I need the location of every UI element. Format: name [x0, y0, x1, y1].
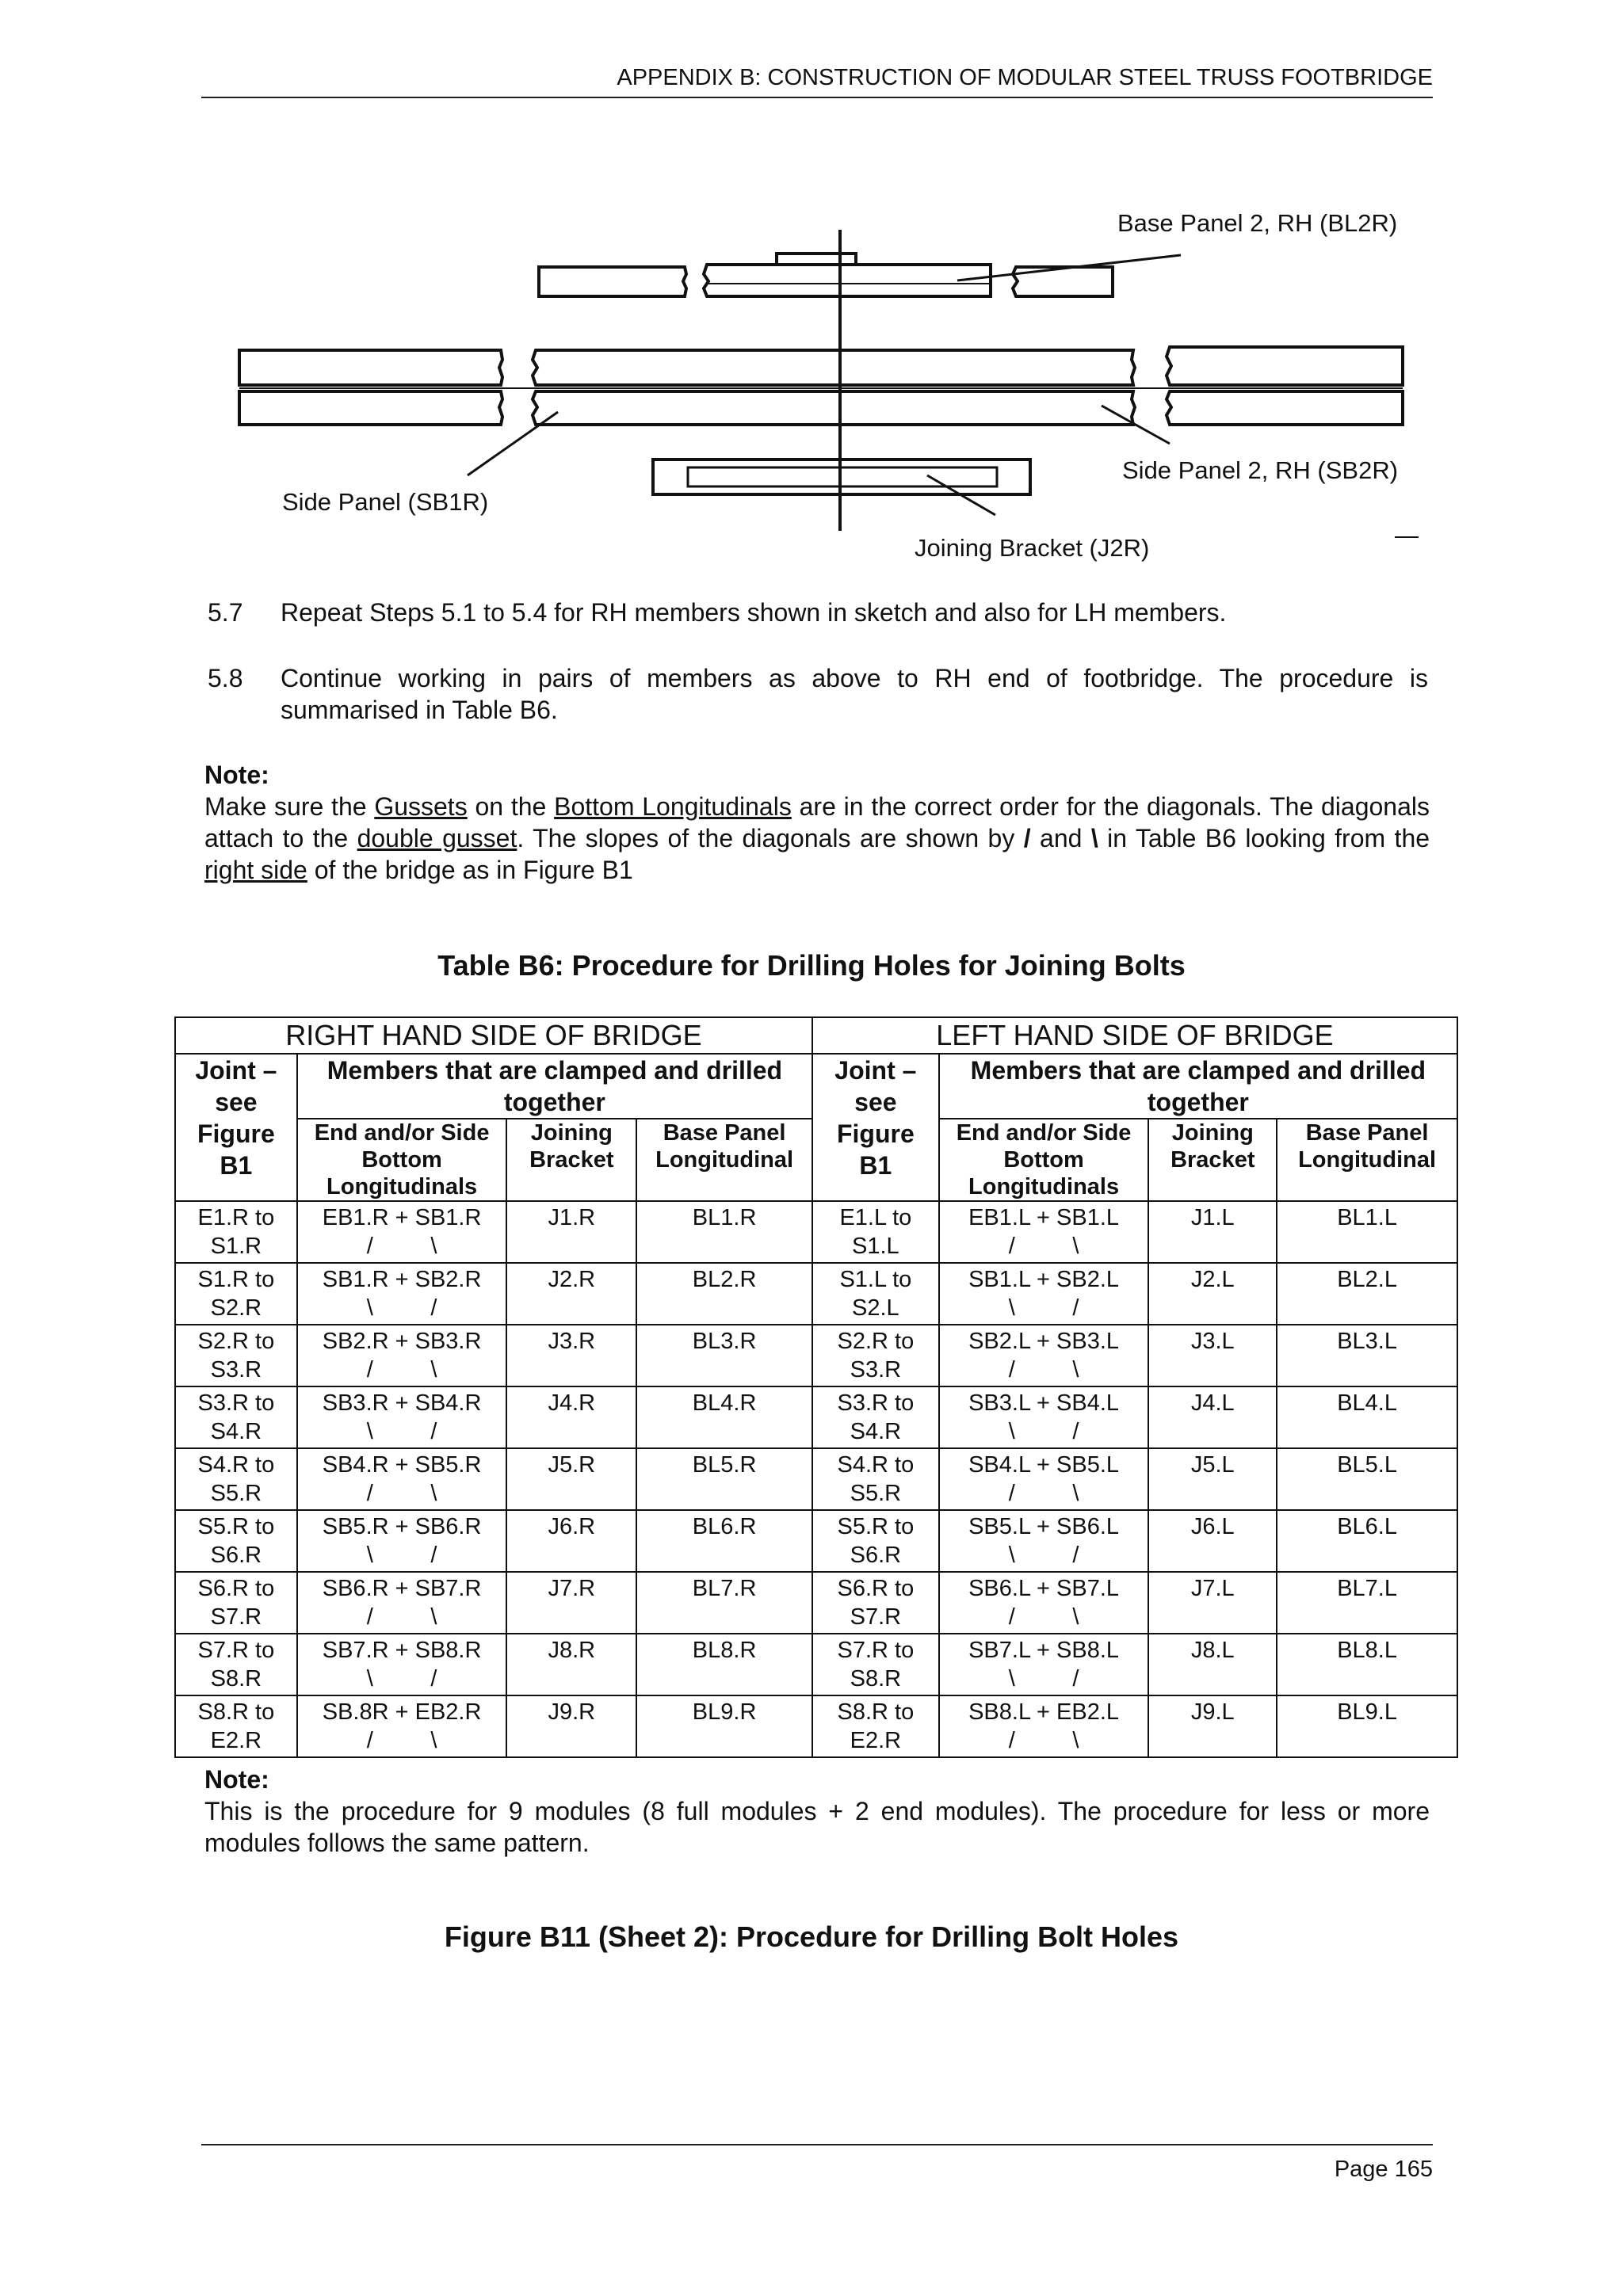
right-bracket-cell: [506, 1572, 636, 1634]
cell-line: E1.R to: [197, 1205, 275, 1230]
cell-line: BL1.L: [1337, 1205, 1397, 1230]
right-bracket-cell: [506, 1325, 636, 1386]
cell-line: BL6.R: [692, 1514, 757, 1539]
cell-line: J1.L: [1190, 1205, 1235, 1230]
left-bracket-cell: [1148, 1695, 1277, 1757]
step-number: 5.7: [208, 598, 243, 627]
cell-line: SB1.R + SB2.R: [322, 1267, 482, 1292]
col-end-header: End and/or Side Bottom Longitudinals: [939, 1119, 1149, 1201]
cell-line: S2.R to: [837, 1329, 915, 1354]
page-header: [201, 59, 1433, 98]
cell-line: S3.R to: [197, 1390, 275, 1416]
left-base-cell: [1277, 1448, 1457, 1510]
cell-line: SB6.L + SB7.L: [968, 1576, 1120, 1601]
cell-line: BL3.R: [692, 1329, 757, 1354]
figure-caption: Figure B11 (Sheet 2): Procedure for Drilling Bolt Holes: [444, 1920, 1179, 1953]
left-members-cell: [939, 1634, 1149, 1695]
cell-line: J8.L: [1190, 1638, 1235, 1663]
assembly-sketch-svg: [222, 198, 1442, 570]
right-base-cell: [636, 1634, 812, 1695]
left-bracket-cell: [1148, 1386, 1277, 1448]
right-members-cell: [297, 1386, 507, 1448]
cell-slope-line: \ /: [1008, 1295, 1079, 1321]
cell-line: SB.8R + EB2.R: [322, 1699, 482, 1725]
cell-line: SB4.L + SB5.L: [968, 1452, 1120, 1478]
members-header: Members that are clamped and drilled together: [939, 1054, 1457, 1119]
cell-line: S7.R to: [837, 1638, 915, 1663]
cell-line: SB7.L + SB8.L: [968, 1638, 1120, 1663]
cell-line: S6.R to: [837, 1576, 915, 1601]
underline-gussets: Gussets: [374, 792, 468, 821]
cell-line: BL4.R: [692, 1390, 757, 1416]
right-base-cell: [636, 1448, 812, 1510]
right-base-cell: [636, 1695, 812, 1757]
cell-slope-line: S8.R: [850, 1666, 902, 1691]
col-bracket-header: Joining Bracket: [506, 1119, 636, 1201]
left-bracket-cell: [1148, 1448, 1277, 1510]
label-side-panel-sb1r: Side Panel (SB1R): [282, 488, 489, 516]
right-hand-side-header: RIGHT HAND SIDE OF BRIDGE: [175, 1017, 812, 1054]
left-joint-cell: [812, 1263, 939, 1325]
cell-line: BL4.L: [1337, 1390, 1397, 1416]
cell-slope-line: S8.R: [210, 1666, 262, 1691]
step-5-7: [208, 597, 1428, 628]
cell-line: SB1.L + SB2.L: [968, 1267, 1120, 1292]
members-header: Members that are clamped and drilled together: [297, 1054, 812, 1119]
cell-line: BL9.R: [692, 1699, 757, 1725]
right-members-cell: [297, 1510, 507, 1572]
underline-double-gusset: double gusset: [357, 824, 517, 852]
underline-right-side: right side: [204, 856, 307, 884]
right-joint-cell: [175, 1634, 297, 1695]
cell-slope-line: \ /: [1008, 1419, 1079, 1444]
left-base-cell: [1277, 1634, 1457, 1695]
cell-line: S7.R to: [197, 1638, 275, 1663]
cell-slope-line: / \: [366, 1604, 437, 1630]
right-base-cell: [636, 1572, 812, 1634]
right-base-cell: [636, 1386, 812, 1448]
left-joint-cell: [812, 1448, 939, 1510]
cell-line: S1.L to: [839, 1267, 912, 1292]
cell-line: SB4.R + SB5.R: [322, 1452, 482, 1478]
cell-line: J1.R: [548, 1205, 596, 1230]
cell-slope-line: S2.L: [852, 1295, 899, 1321]
cell-line: BL7.L: [1337, 1576, 1397, 1601]
cell-slope-line: S3.R: [210, 1357, 262, 1383]
cell-line: SB3.R + SB4.R: [322, 1390, 482, 1416]
cell-slope-line: S4.R: [850, 1419, 902, 1444]
cell-line: SB2.L + SB3.L: [968, 1329, 1120, 1354]
cell-line: J7.L: [1190, 1576, 1235, 1601]
right-joint-cell: [175, 1572, 297, 1634]
side-panel-left-bottom: [239, 391, 502, 425]
cell-slope-line: / \: [366, 1728, 437, 1753]
cell-line: J6.L: [1190, 1514, 1235, 1539]
cell-line: J3.L: [1190, 1329, 1235, 1354]
left-members-cell: [939, 1386, 1149, 1448]
cell-line: BL7.R: [692, 1576, 757, 1601]
side-panel-middle-bottom: [533, 391, 1135, 425]
right-joint-cell: [175, 1695, 297, 1757]
table-group-header-row: [175, 1054, 1457, 1119]
table-row: [175, 1201, 1457, 1263]
right-members-cell: [297, 1448, 507, 1510]
cell-line: S8.R to: [197, 1699, 275, 1725]
cell-line: J2.L: [1190, 1267, 1235, 1292]
left-members-cell: [939, 1325, 1149, 1386]
right-bracket-cell: [506, 1448, 636, 1510]
side-panel-right-bottom: [1167, 391, 1403, 425]
cell-slope-line: / \: [366, 1357, 437, 1383]
left-bracket-cell: [1148, 1572, 1277, 1634]
cell-slope-line: / \: [366, 1234, 437, 1259]
note-body: Make sure the Gussets on the Bottom Longitudinals are in the correct order for the diagonals. The diagonals attach to the double gusset. The slopes of the diagonals are shown by / and \ in Table B6 looking from the right side of the bridge as in Figure B1: [204, 792, 1430, 884]
left-bracket-cell: [1148, 1634, 1277, 1695]
right-members-cell: [297, 1263, 507, 1325]
step-text: Continue working in pairs of members as above to RH end of footbridge. The procedure is summarised in Table B6.: [281, 664, 1428, 724]
left-joint-cell: [812, 1572, 939, 1634]
note-heading: Note:: [204, 1765, 269, 1794]
col-bracket-header: Joining Bracket: [1148, 1119, 1277, 1201]
left-base-cell: [1277, 1572, 1457, 1634]
cell-line: J5.L: [1190, 1452, 1235, 1478]
cell-line: BL8.L: [1337, 1638, 1397, 1663]
right-joint-cell: [175, 1325, 297, 1386]
cell-line: J9.R: [548, 1699, 596, 1725]
left-joint-cell: [812, 1201, 939, 1263]
cell-line: BL1.R: [692, 1205, 757, 1230]
right-members-cell: [297, 1634, 507, 1695]
page-number: Page 165: [1334, 2157, 1433, 2182]
left-base-cell: [1277, 1325, 1457, 1386]
table-b6: [174, 1016, 1458, 1758]
cell-line: SB5.L + SB6.L: [968, 1514, 1120, 1539]
cell-line: J9.L: [1190, 1699, 1235, 1725]
cell-slope-line: \ /: [1008, 1543, 1079, 1568]
table-row: [175, 1386, 1457, 1448]
label-base-panel: Base Panel 2, RH (BL2R): [1117, 209, 1398, 237]
right-members-cell: [297, 1695, 507, 1757]
page-footer: [201, 2144, 1433, 2183]
table-body: [175, 1201, 1457, 1757]
cell-slope-line: S5.R: [850, 1481, 902, 1506]
cell-line: J6.R: [548, 1514, 596, 1539]
cell-slope-line: S7.R: [210, 1604, 262, 1630]
cell-line: SB2.R + SB3.R: [322, 1329, 482, 1354]
cell-slope-line: / \: [366, 1481, 437, 1506]
cell-slope-line: S5.R: [210, 1481, 262, 1506]
side-panel-middle-top: [533, 350, 1135, 385]
right-members-cell: [297, 1325, 507, 1386]
cell-line: SB7.R + SB8.R: [322, 1638, 482, 1663]
cell-line: J7.R: [548, 1576, 596, 1601]
cell-slope-line: S3.R: [850, 1357, 902, 1383]
cell-slope-line: \ /: [366, 1666, 437, 1691]
cell-slope-line: E2.R: [210, 1728, 262, 1753]
cell-line: S1.R to: [197, 1267, 275, 1292]
right-joint-cell: [175, 1263, 297, 1325]
left-bracket-cell: [1148, 1201, 1277, 1263]
left-members-cell: [939, 1695, 1149, 1757]
table-row: [175, 1634, 1457, 1695]
cell-slope-line: \ /: [366, 1295, 437, 1321]
left-members-cell: [939, 1263, 1149, 1325]
left-joint-cell: [812, 1386, 939, 1448]
right-base-cell: [636, 1510, 812, 1572]
left-bracket-cell: [1148, 1263, 1277, 1325]
cell-line: E1.L to: [839, 1205, 912, 1230]
cell-slope-line: S1.R: [210, 1234, 262, 1259]
left-members-cell: [939, 1572, 1149, 1634]
header-title: APPENDIX B: CONSTRUCTION OF MODULAR STEEL TRUSS FOOTBRIDGE: [617, 65, 1433, 90]
left-members-cell: [939, 1448, 1149, 1510]
table-caption: Table B6: Procedure for Drilling Holes for Joining Bolts: [437, 949, 1186, 982]
cell-slope-line: S1.L: [852, 1234, 899, 1259]
cell-line: SB5.R + SB6.R: [322, 1514, 482, 1539]
cell-slope-line: S4.R: [210, 1419, 262, 1444]
table-row: [175, 1448, 1457, 1510]
underline-bottom-longitudinals: Bottom Longitudinals: [554, 792, 792, 821]
right-bracket-cell: [506, 1695, 636, 1757]
right-bracket-cell: [506, 1201, 636, 1263]
left-base-cell: [1277, 1386, 1457, 1448]
joint-header: Joint – see Figure B1: [812, 1054, 939, 1201]
cell-slope-line: \ /: [366, 1419, 437, 1444]
left-base-cell: [1277, 1695, 1457, 1757]
right-members-cell: [297, 1201, 507, 1263]
cell-slope-line: S2.R: [210, 1295, 262, 1321]
cell-line: EB1.R + SB1.R: [322, 1205, 482, 1230]
left-joint-cell: [812, 1695, 939, 1757]
right-bracket-cell: [506, 1386, 636, 1448]
label-joining-bracket: Joining Bracket (J2R): [915, 534, 1150, 562]
left-joint-cell: [812, 1325, 939, 1386]
cell-slope-line: / \: [1008, 1357, 1079, 1383]
right-joint-cell: [175, 1448, 297, 1510]
side-panel-left-top: [239, 350, 502, 385]
cell-line: BL3.L: [1337, 1329, 1397, 1354]
cell-line: BL5.L: [1337, 1452, 1397, 1478]
table-row: [175, 1510, 1457, 1572]
joint-header: Joint – see Figure B1: [175, 1054, 297, 1201]
cell-line: S4.R to: [197, 1452, 275, 1478]
right-base-cell: [636, 1201, 812, 1263]
note-body: This is the procedure for 9 modules (8 full modules + 2 end modules). The procedure for less or more modules follows the same pattern.: [204, 1797, 1430, 1857]
note-heading: Note:: [204, 761, 269, 789]
cell-line: S2.R to: [197, 1329, 275, 1354]
cell-slope-line: / \: [1008, 1728, 1079, 1753]
cell-line: J5.R: [548, 1452, 596, 1478]
cell-slope-line: S6.R: [850, 1543, 902, 1568]
note-gussets: [204, 759, 1430, 886]
left-members-cell: [939, 1510, 1149, 1572]
cell-line: S6.R to: [197, 1576, 275, 1601]
cell-slope-line: E2.R: [850, 1728, 902, 1753]
left-joint-cell: [812, 1634, 939, 1695]
right-members-cell: [297, 1572, 507, 1634]
cell-slope-line: \ /: [366, 1543, 437, 1568]
right-base-cell: [636, 1263, 812, 1325]
cell-line: BL2.R: [692, 1267, 757, 1292]
step-text: Repeat Steps 5.1 to 5.4 for RH members shown in sketch and also for LH members.: [281, 598, 1227, 627]
right-joint-cell: [175, 1510, 297, 1572]
base-panel-left: [539, 267, 686, 296]
note-modules: [204, 1764, 1430, 1859]
label-side-panel-sb2r: Side Panel 2, RH (SB2R): [1122, 456, 1399, 484]
cell-line: SB6.R + SB7.R: [322, 1576, 482, 1601]
cell-slope-line: S6.R: [210, 1543, 262, 1568]
cell-slope-line: / \: [1008, 1234, 1079, 1259]
cell-slope-line: / \: [1008, 1604, 1079, 1630]
step-number: 5.8: [208, 664, 243, 692]
left-hand-side-header: LEFT HAND SIDE OF BRIDGE: [812, 1017, 1457, 1054]
table-row: [175, 1695, 1457, 1757]
table-row: [175, 1263, 1457, 1325]
step-5-8: [208, 662, 1428, 726]
cell-slope-line: \ /: [1008, 1666, 1079, 1691]
cell-line: S4.R to: [837, 1452, 915, 1478]
table-side-header-row: [175, 1017, 1457, 1054]
left-bracket-cell: [1148, 1325, 1277, 1386]
right-bracket-cell: [506, 1263, 636, 1325]
cell-line: BL6.L: [1337, 1514, 1397, 1539]
cell-line: J3.R: [548, 1329, 596, 1354]
col-end-header: End and/or Side Bottom Longitudinals: [297, 1119, 507, 1201]
left-joint-cell: [812, 1510, 939, 1572]
right-base-cell: [636, 1325, 812, 1386]
cell-line: J4.R: [548, 1390, 596, 1416]
left-base-cell: [1277, 1201, 1457, 1263]
cell-line: S5.R to: [197, 1514, 275, 1539]
cell-line: BL5.R: [692, 1452, 757, 1478]
left-bracket-cell: [1148, 1510, 1277, 1572]
cell-line: J4.L: [1190, 1390, 1235, 1416]
cell-line: J2.R: [548, 1267, 596, 1292]
cell-line: SB8.L + EB2.L: [968, 1699, 1120, 1725]
table-row: [175, 1572, 1457, 1634]
side-panel-right-top: [1167, 347, 1403, 385]
col-base-header: Base Panel Longitudinal: [636, 1119, 812, 1201]
cell-line: BL8.R: [692, 1638, 757, 1663]
cell-slope-line: S7.R: [850, 1604, 902, 1630]
joining-bracket-inner: [688, 467, 997, 486]
cell-line: SB3.L + SB4.L: [968, 1390, 1120, 1416]
left-base-cell: [1277, 1510, 1457, 1572]
cell-line: BL9.L: [1337, 1699, 1397, 1725]
right-bracket-cell: [506, 1510, 636, 1572]
cell-slope-line: / \: [1008, 1481, 1079, 1506]
left-base-cell: [1277, 1263, 1457, 1325]
right-joint-cell: [175, 1386, 297, 1448]
cell-line: S3.R to: [837, 1390, 915, 1416]
cell-line: EB1.L + SB1.L: [968, 1205, 1120, 1230]
base-panel-top-plate: [777, 254, 856, 265]
assembly-sketch: [222, 198, 1442, 570]
cell-line: J8.R: [548, 1638, 596, 1663]
right-bracket-cell: [506, 1634, 636, 1695]
cell-line: S5.R to: [837, 1514, 915, 1539]
table-row: [175, 1325, 1457, 1386]
right-joint-cell: [175, 1201, 297, 1263]
cell-line: S8.R to: [837, 1699, 915, 1725]
col-base-header: Base Panel Longitudinal: [1277, 1119, 1457, 1201]
cell-line: BL2.L: [1337, 1267, 1397, 1292]
left-members-cell: [939, 1201, 1149, 1263]
base-panel-bl2r: [704, 265, 991, 296]
